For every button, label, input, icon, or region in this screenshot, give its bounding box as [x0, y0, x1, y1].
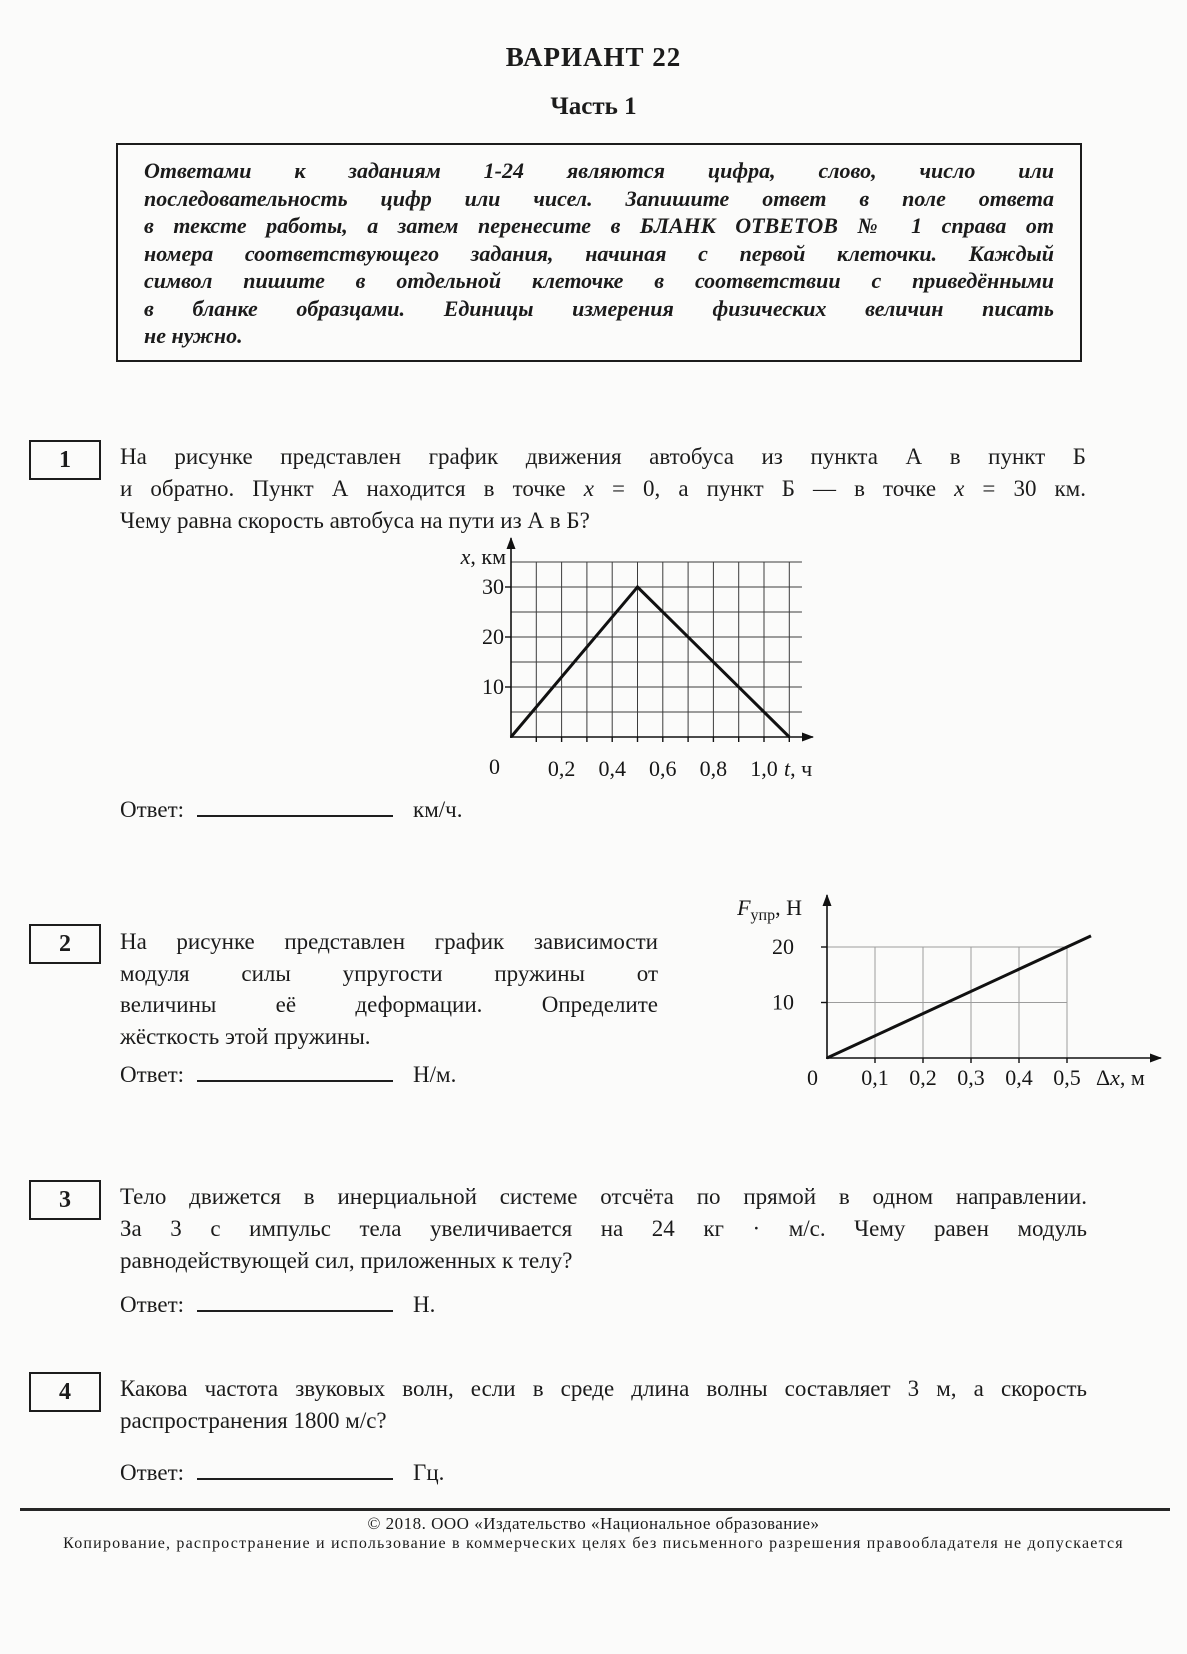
answer-unit: км/ч.	[413, 797, 463, 822]
x-tick-label: 0,1	[861, 1065, 889, 1090]
footer-divider	[20, 1508, 1170, 1511]
question-4-number-box	[29, 1372, 101, 1412]
answer-unit: Гц.	[413, 1460, 445, 1485]
x-tick-label: 0,6	[649, 756, 677, 781]
answer-blank[interactable]	[197, 1306, 393, 1312]
x-tick-label: 0,2	[909, 1065, 937, 1090]
question-number: 3	[59, 1186, 71, 1213]
y-tick-label: 20	[482, 624, 504, 649]
answer-label: Ответ:	[120, 1460, 185, 1485]
instruction-line: в бланке образцами. Единицы измерения физических величин писать	[144, 295, 1054, 321]
instruction-line: символ пишите в отдельной клеточке в соответствии с приведёнными	[144, 268, 1054, 293]
y-tick-label: 10	[482, 674, 504, 699]
footer-notice: Копирование, распространение и использование в коммерческих целях без письменного разрешения правообладателя не допускается	[63, 1535, 1124, 1552]
footer-copyright: © 2018. ООО «Издательство «Национальное образование»	[367, 1514, 820, 1533]
x-axis-arrow	[1150, 1054, 1162, 1063]
question-number: 1	[59, 446, 71, 473]
x-tick-label: 0,4	[598, 756, 626, 781]
part-title: Часть 1	[550, 93, 637, 120]
question-3-text	[120, 1181, 1087, 1277]
answer-unit: Н.	[413, 1292, 436, 1317]
y-tick-label: 30	[482, 574, 504, 599]
y-axis-arrow	[823, 894, 832, 906]
instruction-line: не нужно.	[144, 323, 243, 348]
x-axis-arrow	[802, 733, 814, 742]
question-text-line: распространения 1800 м/с?	[120, 1408, 387, 1433]
answer-label: Ответ:	[120, 797, 185, 822]
data-line	[827, 936, 1091, 1058]
answer-label: Ответ:	[120, 1062, 185, 1087]
question-number: 2	[59, 930, 71, 957]
y-axis-arrow	[507, 537, 516, 549]
question-text-line: жёсткость этой пружины.	[120, 1023, 371, 1049]
answer-unit: Н/м.	[413, 1062, 457, 1087]
x-tick-label: 0,3	[957, 1065, 985, 1090]
origin-label: 0	[807, 1065, 818, 1090]
origin-label: 0	[489, 754, 500, 779]
answer-row-3	[120, 1292, 435, 1318]
question-text-line: Тело движется в инерциальной системе отсчёта по прямой в одном направлении.	[120, 1184, 1087, 1209]
answer-blank[interactable]	[197, 1474, 393, 1480]
answer-label: Ответ:	[120, 1292, 185, 1317]
question-1-number-box	[29, 440, 101, 480]
question-4-text	[120, 1373, 1087, 1437]
q2-force-extension-graph	[690, 845, 1187, 1093]
question-text-line: равнодействующей сил, приложенных к телу?	[120, 1248, 573, 1273]
instruction-line: в тексте работы, а затем перенесите в БЛАНК ОТВЕТОВ № 1 справа от	[144, 213, 1054, 238]
x-axis-label: Δx, м	[1096, 1065, 1145, 1090]
instruction-line: Ответами к заданиям 1-24 являются цифра, слово, число или	[144, 158, 1054, 183]
question-number: 4	[59, 1378, 71, 1405]
y-axis-label: x, км	[460, 544, 506, 569]
x-tick-label: 0,5	[1053, 1065, 1081, 1090]
x-tick-label: 0,8	[699, 756, 728, 781]
question-text-line: величины её деформации. Определите	[120, 992, 658, 1017]
q1-distance-time-graph	[420, 520, 820, 788]
question-text-line: Какова частота звуковых волн, если в среде длина волны составляет 3 м, а скорость	[120, 1376, 1087, 1401]
question-2-text	[120, 926, 658, 1052]
question-text-line: На рисунке представлен график движения автобуса из пункта А в пункт Б	[120, 444, 1086, 469]
page-title: ВАРИАНТ 22	[505, 42, 682, 72]
question-text-line: За 3 с импульс тела увеличивается на 24 кг · м/с. Чему равен модуль	[120, 1216, 1087, 1241]
y-tick-label: 20	[772, 934, 794, 959]
question-text-line: Чему равна скорость автобуса на пути из А в Б?	[120, 508, 590, 533]
instruction-box	[116, 143, 1082, 362]
x-tick-label: 1,0	[750, 756, 778, 781]
x-axis-label: t, ч	[784, 756, 813, 781]
question-2-number-box	[29, 924, 101, 964]
question-3-number-box	[29, 1180, 101, 1220]
question-text-line: модуля силы упругости пружины от	[120, 960, 658, 986]
question-text-line: На рисунке представлен график зависимости	[120, 929, 658, 954]
answer-blank[interactable]	[197, 1076, 393, 1082]
y-axis-label: $F_{упр}$, Н	[737, 895, 802, 924]
answer-row-4	[120, 1460, 444, 1486]
answer-blank[interactable]	[197, 811, 393, 817]
instruction-line: последовательность цифр или чисел. Запишите ответ в поле ответа	[144, 185, 1054, 211]
answer-row-1	[120, 797, 462, 823]
answer-row-2	[120, 1062, 456, 1088]
x-tick-label: 0,2	[547, 756, 576, 781]
instruction-line: номера соответствующего задания, начиная с первой клеточки. Каждый	[144, 240, 1054, 266]
question-text-line: и обратно. Пункт А находится в точке x = 0, а пункт Б — в точке x = 30 км.	[120, 476, 1086, 501]
x-tick-label: 0,4	[1005, 1065, 1033, 1090]
y-tick-label: 10	[772, 989, 794, 1015]
